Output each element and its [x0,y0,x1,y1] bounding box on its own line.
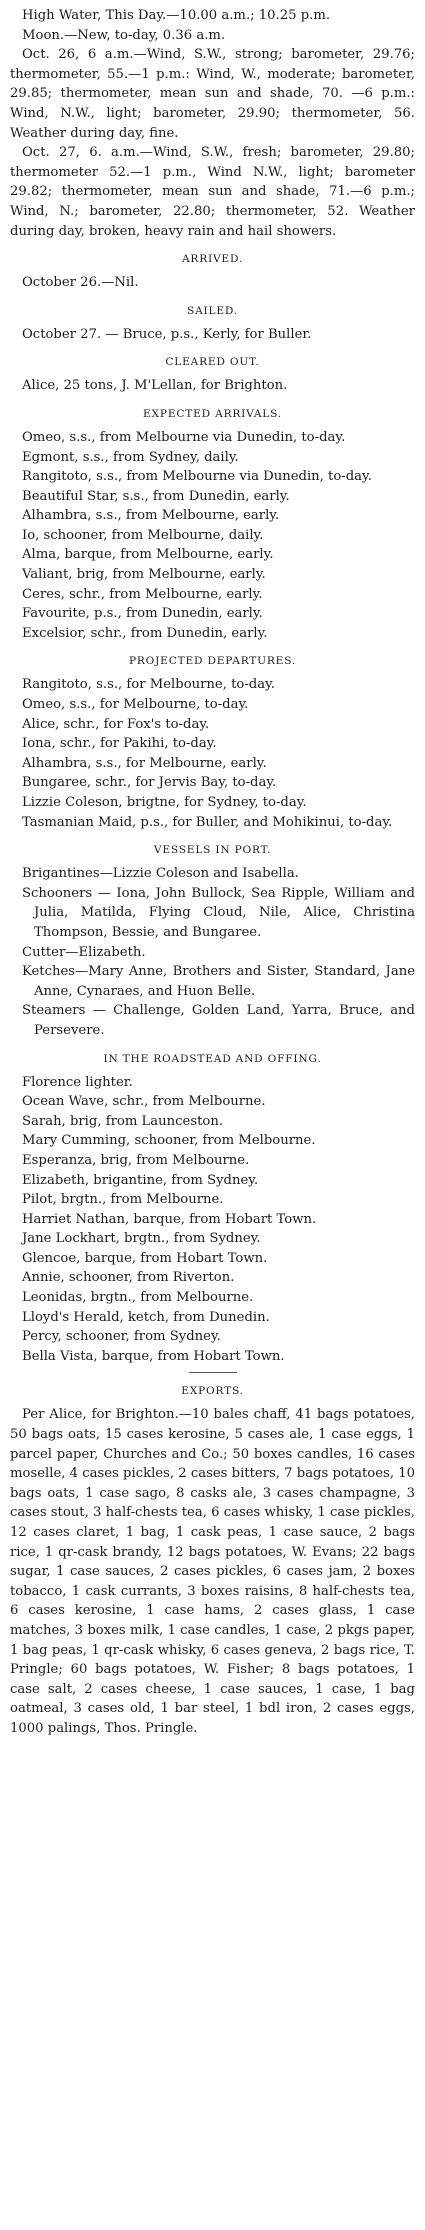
cleared-out-section [10,355,415,396]
list-item: Alhambra, s.s., from Melbourne, early. [22,508,280,524]
list-item: Florence lighter. [22,1074,133,1090]
list-item: Egmont, s.s., from Sydney, daily. [22,449,239,465]
list-item: Pilot, brgtn., from Melbourne. [22,1192,224,1208]
list-item: Valiant, brig, from Melbourne, early. [22,567,266,583]
section-heading: PROJECTED DEPARTURES. [128,655,297,668]
vessels-in-port-section [10,843,415,1040]
list-item: Ocean Wave, schr., from Melbourne. [22,1094,266,1110]
section-heading: VESSELS IN PORT. [153,844,272,857]
list-item: Bella Vista, barque, from Hobart Town. [22,1348,285,1364]
list-item: Percy, schooner, from Sydney. [22,1329,221,1345]
projected-departures-section [10,654,415,832]
section-heading: EXPECTED ARRIVALS. [143,407,282,420]
list-item: Alma, barque, from Melbourne, early. [22,547,274,563]
list-item: Jane Lockhart, brgtn., from Sydney. [22,1231,261,1247]
list-item: Steamers — Challenge, Golden Land, Yarra, Bruce, and Persevere. [22,1003,415,1038]
list-item: October 27. — Bruce, p.s., Kerly, for Buller. [22,326,312,342]
list-item: Annie, schooner, from Riverton. [22,1270,235,1286]
list-item: Ceres, schr., from Melbourne, early. [22,586,263,602]
list-item: Ketches—Mary Anne, Brothers and Sister, Standard, Jane Anne, Cynaraes, and Huon Belle. [22,964,415,999]
weather-report: Oct. 26, 6 a.m.—Wind, S.W., strong; barometer, 29.76; thermometer, 55.—1 p.m.: Wind, W., moderate; barometer, 29.85; thermometer, mean sun and shade, 70. —6 p.m.: Wind, N.W., light; barometer, 29.90; thermometer, 56. Weather during day, fine. [10,47,415,141]
list-item: Alhambra, s.s., for Melbourne, early. [22,755,267,771]
list-item: Tasmanian Maid, p.s., for Buller, and Mohikinui, to-day. [22,814,393,830]
list-item: October 26.—Nil. [22,275,139,291]
section-heading: ARRIVED. [181,253,244,266]
list-item: Rangitoto, s.s., from Melbourne via Dunedin, to-day. [22,469,372,485]
list-item: Harriet Nathan, barque, from Hobart Town. [22,1211,317,1227]
arrived-section [10,252,415,293]
section-heading: EXPORTS. [181,1385,244,1398]
list-item: Sarah, brig, from Launceston. [22,1113,224,1129]
list-item: Cutter—Elizabeth. [22,944,146,960]
list-item: Alice, schr., for Fox's to-day. [22,716,210,732]
moon-line: Moon.—New, to-day, 0.36 a.m. [22,27,226,43]
list-item: Lloyd's Herald, ketch, from Dunedin. [22,1309,270,1325]
list-item: Brigantines—Lizzie Coleson and Isabella. [22,866,299,882]
section-heading: CLEARED OUT. [165,356,260,369]
list-item: Leonidas, brgtn., from Melbourne. [22,1290,254,1306]
expected-arrivals-section [10,407,415,644]
list-item: Mary Cumming, schooner, from Melbourne. [22,1133,316,1149]
list-item: Rangitoto, s.s., for Melbourne, to-day. [22,677,276,693]
exports-text: Per Alice, for Brighton.—10 bales chaff, 41 bags potatoes, 50 bags oats, 15 cases kerosine, 5 cases ale, 1 case eggs, 1 parcel paper, Churches and Co.; 50 boxes candles, 16 cases moselle, 4 cases pickles, 2 cases bitters, 7 bags potatoes, 10 bags oats, 1 case sago, 8 casks ale, 3 cases champagne, 3 cases stout, 3 half-chests tea, 6 cases whisky, 1 case pickles, 12 cases claret, 1 bag, 1 cask peas, 1 case sauce, 2 bags rice, 1 qr-cask brandy, 12 bags potatoes, W. Evans; 22 bags sugar, 1 case sauces, 2 cases pickles, 6 cases jam, 2 boxes tobacco, 1 cask currants, 3 boxes raisins, 8 half-chests tea, 6 cases kerosine, 1 case hams, 2 cases glass, 1 case matches, 3 boxes milk, 1 case candles, 1 case, 2 pkgs paper, 1 bag peas, 1 qr-cask whisky, 6 cases geneva, 2 bags rice, T. Pringle; 60 bags potatoes, W. Fisher; 8 bags potatoes, 1 case salt, 2 cases cheese, 1 case sauces, 1 case, 1 bag oatmeal, 3 cases old, 1 bar steel, 1 bdl iron, 2 cases eggs, 1000 palings, Thos. Pringle. [10,1407,415,1736]
list-item: Glencoe, barque, from Hobart Town. [22,1250,268,1266]
list-item: Lizzie Coleson, brigtne, for Sydney, to-day. [22,795,307,810]
section-heading: IN THE ROADSTEAD AND OFFING. [103,1052,322,1065]
list-item: Schooners — Iona, John Bullock, Sea Ripple, William and Julia, Matilda, Flying Cloud, Nile, Alice, Christina Thompson, Bessie, and Bungaree. [22,885,415,940]
exports-section [10,1372,415,1738]
list-item: Excelsior, schr., from Dunedin, early. [22,625,268,641]
divider [189,1372,237,1373]
list-item: Bungaree, schr., for Jervis Bay, to-day. [22,775,277,791]
list-item: Iona, schr., for Pakihi, to-day. [22,736,217,752]
list-item: Favourite, p.s., from Dunedin, early. [22,606,263,622]
list-item: Omeo, s.s., for Melbourne, to-day. [22,697,249,713]
list-item: Beautiful Star, s.s., from Dunedin, early. [22,488,290,504]
high-water-line: High Water, This Day.—10.00 a.m.; 10.25 p.m. [22,8,331,23]
weather-report: Oct. 27, 6. a.m.—Wind, S.W., fresh; barometer, 29.80; thermometer 52.—1 p.m., Wind N.W., light; barometer 29.82; thermometer, mean sun and shade, 71.—6 p.m.; Wind, N.; barometer, 22.80; thermometer, 52. Weather during day, broken, heavy rain and hail showers. [10,145,415,239]
list-item: Io, schooner, from Melbourne, daily. [22,527,264,543]
list-item: Alice, 25 tons, J. M'Lellan, for Brighton. [22,378,288,394]
list-item: Esperanza, brig, from Melbourne. [22,1152,250,1168]
list-item: Elizabeth, brigantine, from Sydney. [22,1172,259,1188]
section-heading: SAILED. [187,304,238,317]
list-item: Omeo, s.s., from Melbourne via Dunedin, to-day. [22,429,346,445]
roadstead-section [10,1052,415,1367]
sailed-section [10,304,415,345]
